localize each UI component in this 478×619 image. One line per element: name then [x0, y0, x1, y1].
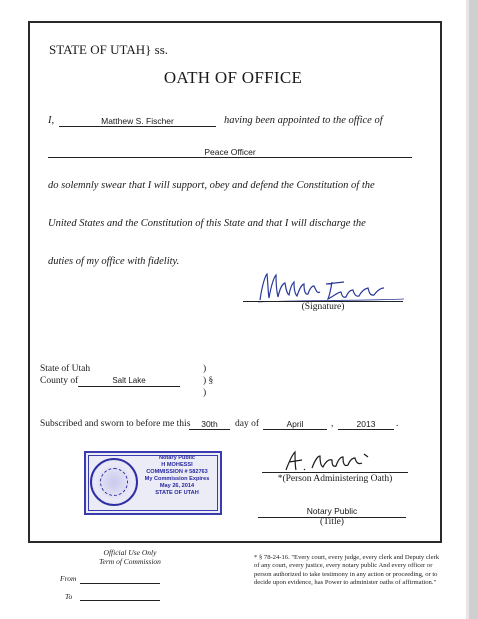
year-underline	[338, 429, 394, 430]
subscribed-day: 30th	[201, 419, 218, 429]
administrator-signature	[280, 448, 380, 474]
venue-paren-bottom: )	[203, 388, 207, 398]
subscribed-period: .	[396, 419, 399, 429]
administrator-signature-scribble	[280, 448, 380, 474]
administrator-title: Notary Public	[306, 506, 358, 516]
venue-paren-top: )	[203, 364, 207, 374]
term-of-commission-heading: Term of Commission	[99, 557, 161, 566]
state-seal-icon	[90, 458, 138, 506]
stamp-line-6: STATE OF UTAH	[155, 490, 199, 496]
office-name: Peace Officer	[204, 147, 256, 157]
statute-footnote: * § 78-24-16. "Every court, every judge, every clerk and Deputy clerk of any court, every justice, every notary public And every officer or person authorized to take testimony in any action or proceeding, or to decide upon evidence, has Power to administer oaths of affirmation."	[254, 554, 440, 587]
administrator-caption: *(Person Administering Oath)	[277, 474, 393, 484]
stamp-line-5: May 26, 2014	[159, 483, 195, 489]
state-line: STATE OF UTAH} ss.	[49, 42, 168, 57]
to-label: To	[65, 592, 73, 601]
oath-text-line-2: United States and the Constitution of this State and that I will discharge the	[48, 218, 366, 229]
subscribed-comma: ,	[331, 419, 334, 429]
subscribed-prefix: Subscribed and sworn to before me this	[40, 419, 191, 429]
oath-frame-bottom	[28, 541, 442, 543]
venue-paren-mid: ) §	[203, 376, 214, 386]
signature-scribble	[256, 270, 406, 304]
to-underline	[80, 600, 160, 601]
page-title: OATH OF OFFICE	[163, 68, 303, 87]
from-underline	[80, 583, 160, 584]
county-label: County of	[40, 376, 79, 386]
county-name: Salt Lake	[112, 376, 146, 385]
oath-text-line-1: do solemnly swear that I will support, obey and defend the Constitution of the	[48, 180, 375, 191]
subscribed-year: 2013	[356, 419, 376, 429]
administrator-line	[262, 472, 408, 473]
scan-edge	[469, 0, 478, 619]
seal-inner-ring	[100, 468, 128, 496]
appointee-signature	[256, 270, 406, 304]
signature-caption: (Signature)	[301, 302, 345, 312]
from-label: From	[60, 574, 77, 583]
month-underline	[263, 429, 327, 430]
stamp-line-1: Notary Public	[158, 455, 196, 461]
county-underline	[78, 386, 180, 387]
office-underline	[48, 157, 412, 158]
name-underline	[59, 126, 216, 127]
stamp-text	[136, 455, 218, 497]
oath-prefix: I,	[48, 115, 55, 126]
official-use-heading: Official Use Only	[103, 548, 157, 557]
stamp-line-4: My Commission Expires	[144, 476, 210, 482]
stamp-line-2: H MOHESSI	[161, 462, 193, 468]
subscribed-day-of: day of	[235, 419, 260, 429]
oath-text-line-3: duties of my office with fidelity.	[48, 256, 180, 267]
subscribed-month: April	[286, 419, 304, 429]
appointee-name: Matthew S. Fischer	[101, 116, 174, 126]
notary-stamp	[84, 451, 222, 515]
stamp-line-3: COMMISSION # 582763	[146, 469, 208, 475]
venue-state: State of Utah	[40, 364, 91, 374]
appointed-text: having been appointed to the office of	[224, 115, 383, 126]
title-caption: (Title)	[320, 517, 344, 527]
day-underline	[189, 429, 230, 430]
